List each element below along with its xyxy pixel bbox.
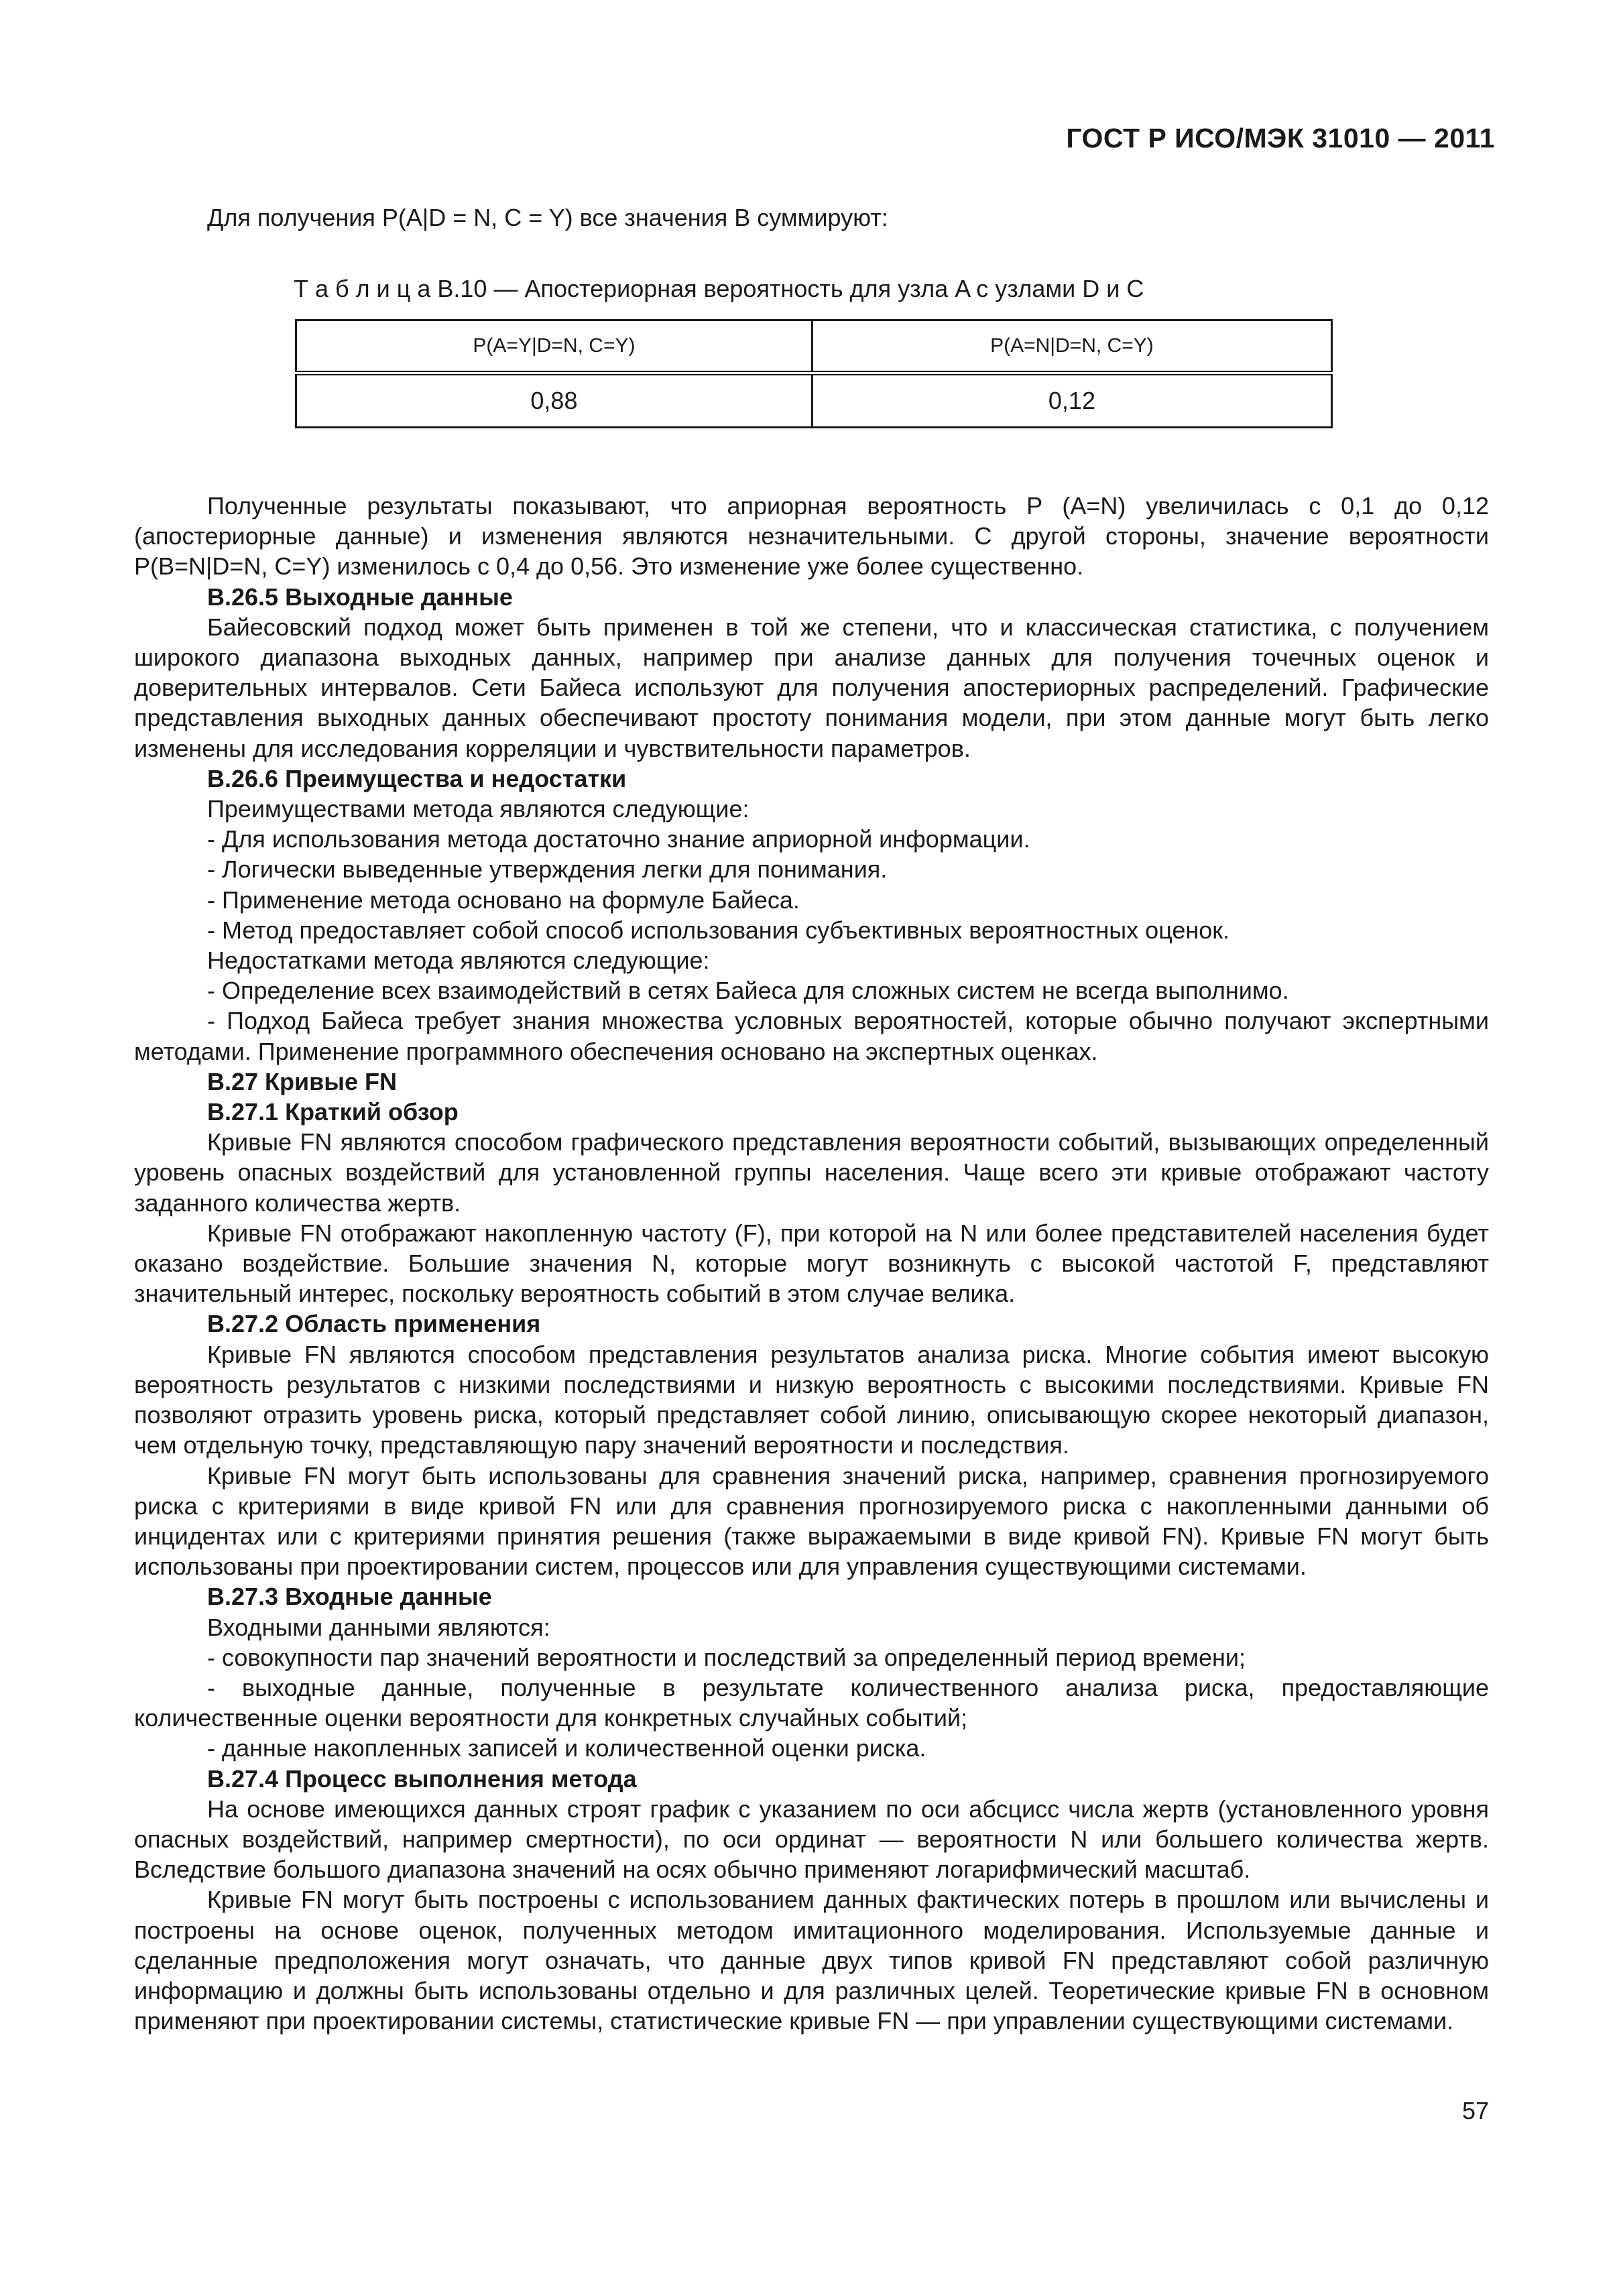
table-header-row bbox=[296, 320, 1332, 373]
standard-header: ГОСТ Р ИСО/МЭК 31010 — 2011 bbox=[1066, 123, 1495, 154]
paragraph: - совокупности пар значений вероятности и последствий за определенный период времени; bbox=[207, 1643, 1246, 1671]
section-heading: B.27.3 Входные данные bbox=[207, 1583, 492, 1611]
section-heading: B.27 Кривые FN bbox=[207, 1067, 398, 1095]
paragraph: - Применение метода основано на формуле Байеса. bbox=[207, 886, 800, 914]
paragraph: - данные накопленных записей и количественной оценки риска. bbox=[207, 1734, 926, 1762]
paragraph: Кривые FN могут быть использованы для сравнения значений риска, например, сравнения прогнозируемого риска с критериями в виде кривой FN или для сравнения прогнозируемого риска с накопленными данными об инцидентах или с критериями принятия решения (также выражаемыми в виде кривой FN). Кривые FN могут быть использованы при проектировании систем, процессов или для управления существующими системами. bbox=[134, 1461, 1489, 1581]
paragraph: - Метод предоставляет собой способ использования субъективных вероятностных оценок. bbox=[207, 916, 1230, 944]
paragraph: Входными данными являются: bbox=[207, 1613, 550, 1641]
paragraph: - Для использования метода достаточно знание априорной информации. bbox=[207, 825, 1030, 853]
page-number: 57 bbox=[1461, 2097, 1489, 2124]
section-heading: B.27.2 Область применения bbox=[207, 1310, 541, 1338]
paragraph: Кривые FN могут быть построены с использованием данных фактических потерь в прошлом или вычислены и построены на основе оценок, полученных методом имитационного моделирования. Используемые данные и сделанные предположения могут означать, что данные двух типов кривой FN представляют собой различную информацию и должны быть использованы отдельно и для различных целей. Теоретические кривые FN в основном применяют при проектировании системы, статистические кривые FN — при управлении существующими системами. bbox=[134, 1886, 1489, 2035]
table-row bbox=[296, 373, 1332, 428]
table-header-cell: P(A=N|D=N, C=Y) bbox=[812, 320, 1331, 373]
table-cell: 0,88 bbox=[296, 373, 813, 428]
paragraph: - Логически выведенные утверждения легки для понимания. bbox=[207, 855, 888, 884]
paragraph: Байесовский подход может быть применен в той же степени, что и классическая статистика, с получением широкого диапазона выходных данных, например при анализе данных для получения точечных оценок и доверительных интервалов. Сети Байеса используют для получения апостериорных распределений. Графические представления выходных данных обеспечивают простоту понимания модели, при этом данные могут быть легко изменены для исследования корреляции и чувствительности параметров. bbox=[134, 613, 1489, 762]
probability-table bbox=[295, 319, 1333, 428]
paragraph: Кривые FN отображают накопленную частоту (F), при которой на N или более представителей населения будет оказано воздействие. Большие значения N, которые могут возникнуть с высокой частотой F, представляют значительный интерес, поскольку вероятность событий в этом случае велика. bbox=[134, 1219, 1489, 1308]
paragraph: - Определение всех взаимодействий в сетях Байеса для сложных систем не всегда выполнимо. bbox=[207, 977, 1289, 1005]
table-header-cell: P(A=Y|D=N, C=Y) bbox=[296, 320, 813, 373]
paragraph: На основе имеющихся данных строят график с указанием по оси абсцисс числа жертв (установленного уровня опасных воздействий, например смертности), по оси ординат — вероятности N или большего количества жертв. Вследствие большого диапазона значений на осях обычно применяют логарифмический масштаб. bbox=[134, 1795, 1489, 1884]
section-heading: B.26.5 Выходные данные bbox=[207, 583, 513, 611]
section-heading: B.27.4 Процесс выполнения метода bbox=[207, 1764, 637, 1793]
table-caption: Т а б л и ц а B.10 — Апостериорная вероятность для узла A с узлами D и C bbox=[294, 275, 1144, 302]
document-body bbox=[134, 491, 1489, 2036]
paragraph: Кривые FN являются способом представления результатов анализа риска. Многие события имеют высокую вероятность результатов с низкими последствиями и низкую вероятность с высокими последствиями. Кривые FN позволяют отразить уровень риска, который представляет собой линию, описывающую скорее некоторый диапазон, чем отдельную точку, представляющую пару значений вероятности и последствия. bbox=[134, 1340, 1489, 1459]
section-heading: B.26.6 Преимущества и недостатки bbox=[207, 764, 627, 792]
paragraph: Кривые FN являются способом графического представления вероятности событий, вызывающих определенный уровень опасных воздействий для установленной группы населения. Чаще всего эти кривые отображают частоту заданного количества жертв. bbox=[134, 1128, 1489, 1217]
paragraph: - выходные данные, полученные в результате количественного анализа риска, предоставляющие количественные оценки вероятности для конкретных случайных событий; bbox=[134, 1673, 1489, 1732]
paragraph: Преимуществами метода являются следующие: bbox=[207, 795, 749, 823]
paragraph: Недостатками метода являются следующие: bbox=[207, 947, 710, 975]
paragraph: Полученные результаты показывают, что априорная вероятность P (A=N) увеличилась с 0,1 до 0,12 (апостериорные данные) и изменения являются незначительными. С другой стороны, значение вероятности P(B=N|D=N, C=Y) изменилось с 0,4 до 0,56. Это изменение уже более существенно. bbox=[134, 492, 1489, 581]
paragraph: - Подход Байеса требует знания множества условных вероятностей, которые обычно получают экспертными методами. Применение программного обеспечения основано на экспертных оценках. bbox=[134, 1007, 1489, 1065]
table-cell: 0,12 bbox=[812, 373, 1331, 428]
intro-text: Для получения P(A|D = N, C = Y) все значения B суммируют: bbox=[207, 204, 888, 231]
section-heading: B.27.1 Краткий обзор bbox=[207, 1098, 459, 1126]
